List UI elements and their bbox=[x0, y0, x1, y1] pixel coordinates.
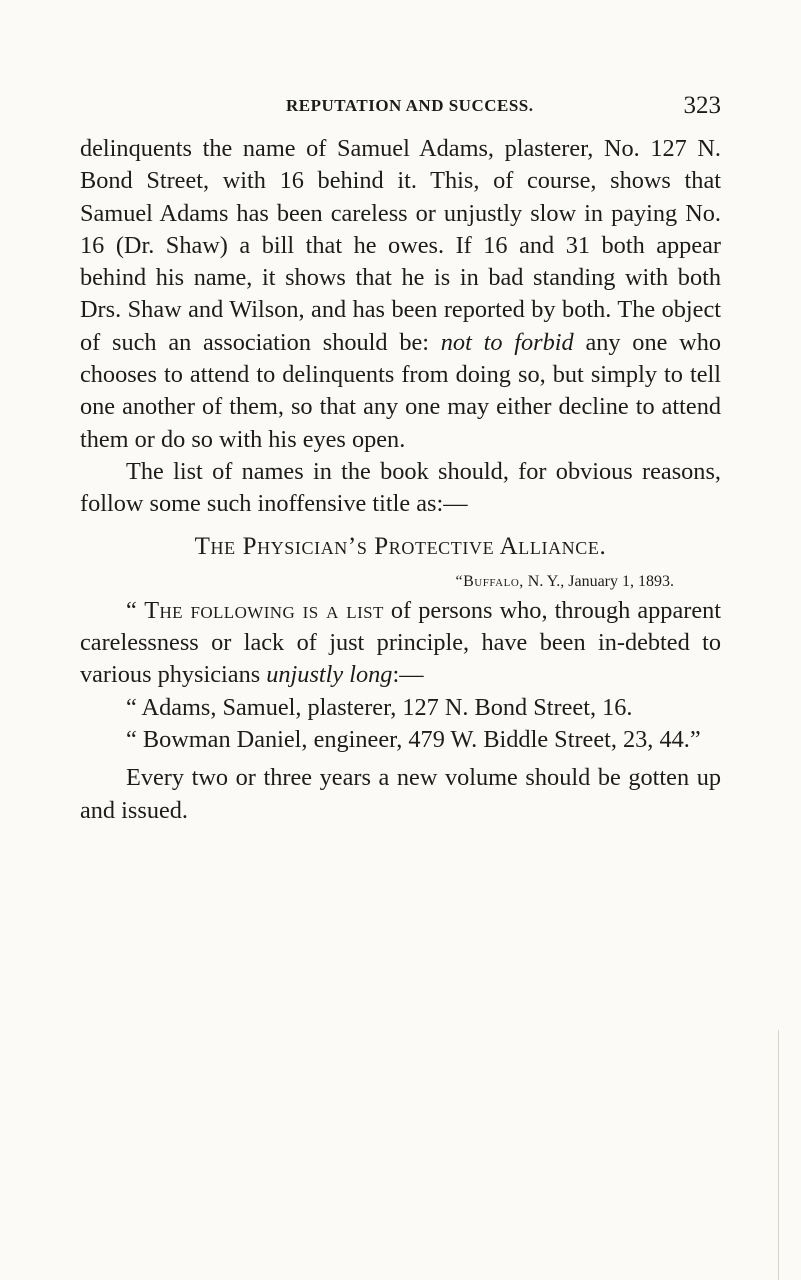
list-entry-adams: “ Adams, Samuel, plasterer, 127 N. Bond Street, 16. bbox=[126, 693, 633, 721]
list-entry-bowman: “ Bowman Daniel, engineer, 479 W. Biddle Street, 23, 44.” bbox=[126, 726, 701, 754]
paragraph-text-continued: any one who chooses to attend to delinquents from doing so, but simply to tell one another of them, so that any one may either decline to attend them or do so with his eyes open. bbox=[80, 328, 721, 453]
dateline-date: N. Y., January 1, 1893. bbox=[523, 572, 674, 590]
alliance-heading: The Physician’s Protective Alliance. bbox=[194, 532, 607, 560]
paragraph-delinquents bbox=[80, 133, 721, 456]
paragraph-text: delinquents the name of Samuel Adams, plasterer, No. 127 N. Bond Street, with 16 behind it. This, of course, shows that Samuel Adams has been careless or unjustly slow in paying No. 16 (Dr. Shaw) a bill that he owes. If 16 and 31 both appear behind his name, it shows that he is in bad standing with both Drs. Shaw and Wilson, and has been reported by both. The object of such an association should be: bbox=[80, 135, 721, 356]
page-edge-line bbox=[778, 1030, 779, 1280]
dateline-place: “Buffalo, bbox=[455, 572, 524, 590]
list-intro-text: of persons who, through apparent carelessness or lack of just principle, have been in-debted to various physicians bbox=[80, 596, 721, 689]
paragraph-list-of-names: The list of names in the book should, for obvious reasons, follow some such inoffensive title as:— bbox=[80, 457, 721, 518]
page-number: 323 bbox=[683, 92, 721, 119]
body-text bbox=[80, 133, 721, 827]
running-title: REPUTATION AND SUCCESS. bbox=[286, 96, 534, 115]
paragraph-closing: Every two or three years a new volume should be gotten up and issued. bbox=[80, 764, 721, 824]
running-head bbox=[80, 92, 721, 122]
emphasis-unjustly-long: unjustly long bbox=[266, 661, 393, 689]
dateline bbox=[80, 569, 721, 595]
list-intro bbox=[80, 595, 721, 692]
emphasis-not-to-forbid: not to forbid bbox=[440, 328, 574, 356]
list-intro-lead: “ The following is a list bbox=[126, 596, 384, 624]
list-intro-end: :— bbox=[392, 661, 424, 689]
